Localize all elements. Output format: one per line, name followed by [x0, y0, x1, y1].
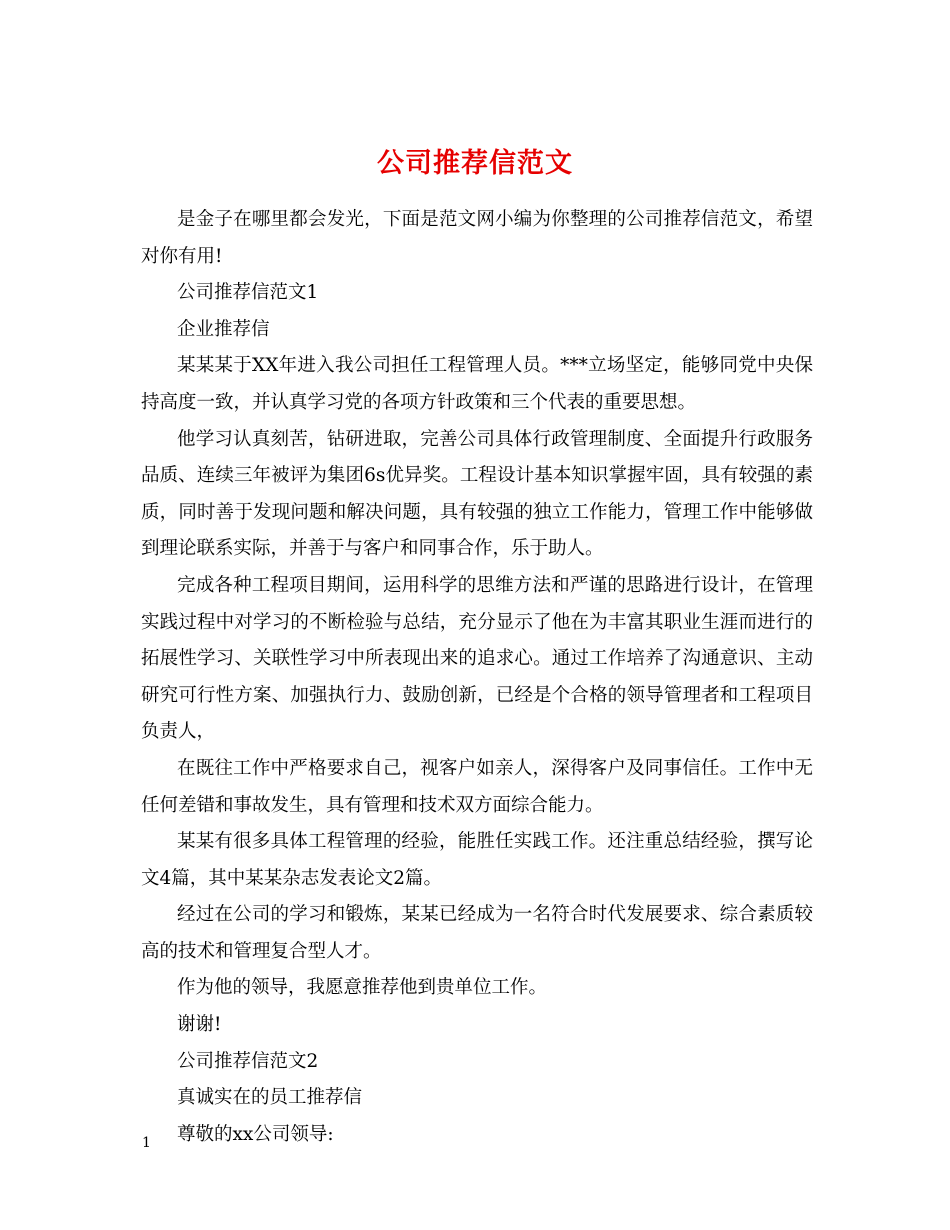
- section-heading-1: 公司推荐信范文1: [177, 282, 319, 304]
- letter-subtitle-2: 真诚实在的员工推荐信: [177, 1087, 363, 1109]
- page-number: 1: [142, 1135, 151, 1151]
- body-paragraph: 完成各种工程项目期间，运用科学的思维方法和严谨的思路进行设计，在管理实践过程中对学习的不断检验与总结，充分显示了他在为丰富其职业生涯而进行的拓展性学习、关联性学习中所表现出来的追求心。通过工作培养了沟通意识、主动研究可行性方案、加强执行力、鼓励创新，已经是个合格的领导管理者和工程项目负责人，: [141, 574, 813, 743]
- document-body: [141, 202, 813, 1153]
- body-paragraph: 某某有很多具体工程管理的经验，能胜任实践工作。还注重总结经验，撰写论文4篇，其中某某杂志发表论文2篇。: [141, 831, 813, 889]
- body-paragraph: 某某某于XX年进入我公司担任工程管理人员。***立场坚定，能够同党中央保持高度一致，并认真学习党的各项方针政策和三个代表的重要思想。: [141, 355, 813, 413]
- body-paragraph: 他学习认真刻苦，钻研进取，完善公司具体行政管理制度、全面提升行政服务品质、连续三年被评为集团6s优异奖。工程设计基本知识掌握牢固，具有较强的素质，同时善于发现问题和解决问题，具有较强的独立工作能力，管理工作中能够做到理论联系实际，并善于与客户和同事合作，乐于助人。: [141, 428, 813, 560]
- section-heading-2: 公司推荐信范文2: [177, 1050, 319, 1072]
- intro-paragraph: 是金子在哪里都会发光，下面是范文网小编为你整理的公司推荐信范文，希望对你有用!: [141, 209, 813, 267]
- body-paragraph: 作为他的领导，我愿意推荐他到贵单位工作。: [177, 977, 548, 999]
- salutation: 尊敬的xx公司领导:: [177, 1123, 334, 1145]
- body-paragraph: 在既往工作中严格要求自己，视客户如亲人，深得客户及同事信任。工作中无任何差错和事故发生，具有管理和技术双方面综合能力。: [141, 757, 813, 816]
- document-title: 公司推荐信范文: [377, 148, 573, 180]
- closing-thanks: 谢谢!: [177, 1014, 222, 1036]
- body-paragraph: 经过在公司的学习和锻炼，某某已经成为一名符合时代发展要求、综合素质较高的技术和管理复合型人才。: [141, 904, 813, 962]
- letter-subtitle-1: 企业推荐信: [177, 318, 270, 340]
